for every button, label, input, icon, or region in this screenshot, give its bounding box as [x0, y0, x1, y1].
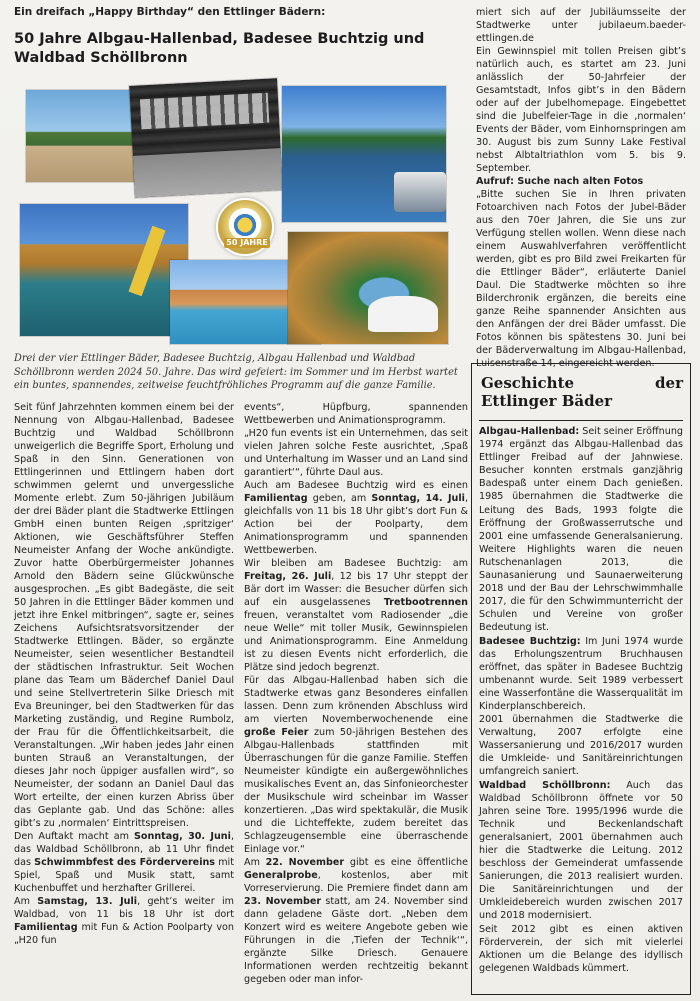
- photo-hallenbad-bw: [129, 78, 283, 198]
- history-entry: Badesee Buchtzig: Im Juni 1974 wurde das Erholungszentrum Bruchhausen eröffnet, das später in Badesee Buchtzig umbenannt wurde. Seit 1989 verbessert eine Wasserfontäne die Wasserqualität im Kinderplanschbereich.: [479, 635, 683, 712]
- badge-label: 50 JAHRE: [224, 238, 270, 248]
- photo-caption: Drei der vier Ettlinger Bäder, Badesee Buchtzig, Albgau Hallenbad und Waldbad Schöllbronn werden 2024 50. Jahre. Das wird gefeiert: im Sommer und im Herbst wartet ein buntes, spannendes, zeitweise feuchtfröhliches Programm auf die ganze Familie.: [14, 353, 458, 391]
- article-kicker: Ein dreifach „Happy Birthday“ den Ettlinger Bädern:: [14, 6, 326, 18]
- photo-aerial-waldbad: [288, 232, 448, 344]
- paragraph: „Bitte suchen Sie in Ihren privaten Fotoarchiven nach Fotos der Jubel-Bäder aus den 70er Jahren, die Sie uns zur Verfügung stellen wollen. Wenn diese nach einem Auswahlverfahren veröffentlicht werden, gibt es pro Bild zwei Freikarten für die Ettlinger Bäder“, erläuterte Daniel Daul. Die Stadtwerke möchten so ihre Bilderchronik ergänzen, die bereits eine ganze Reihe spannender Ansichten aus den Anfängen der drei Bäder umfasst. Die Fotos können bis spätestens 30. Juni bei der Bäderverwaltung im Albgau-Hallenbad, Luisenstraße 14, eingereicht werden.: [476, 189, 686, 369]
- history-box-title: Geschichte der Ettlinger Bäder: [481, 374, 683, 410]
- anniversary-badge-icon: [216, 198, 274, 256]
- divider: [479, 420, 683, 421]
- history-entry: Seit 2012 gibt es einen aktiven Förderverein, der sich mit vielerlei Aktionen um die Belange des idyllisch gelegenen Waldbads kümmert.: [479, 923, 683, 974]
- article-column-3: [476, 6, 686, 370]
- paragraph: Für das Albgau-Hallenbad haben sich die Stadtwerke etwas ganz Besonderes einfallen lassen. Denn zum krönenden Abschluss wird am vierten Novemberwochenende eine große Feier zum 50-jährigen Bestehen des Albgau-Hallenbads stattfinden mit Überraschungen für die ganze Familie. Steffen Neumeister kündigte ein außergewöhnliches musikalisches Event an, das Sinfonieorchester der Musikschule wird scheinbar im Wasser konzertieren. „Das wird spektakulär, die Musik und die Lichteffekte, zudem bereitet das Schlagzeugensemble eine überraschende Einlage vor.“: [244, 675, 468, 855]
- history-entry: 2001 übernahmen die Stadtwerke die Verwaltung, 2007 erfolgte eine Wassersanierung und 2016/2017 wurden die Umkleide- und Sanitäreinrichtungen umfangreich saniert.: [479, 714, 683, 778]
- photo-collage: [20, 82, 450, 344]
- paragraph: Den Auftakt macht am Sonntag, 30. Juni, das Waldbad Schöllbronn, ab 11 Uhr findet das Schwimmbfest des Fördervereins mit Spiel, Spaß und Musik statt, samt Kuchenbuffet und herzhafter Grillerei.: [14, 831, 234, 894]
- photo-badesee-lake: [282, 86, 446, 222]
- paragraph: Am 22. November gibt es eine öffentliche Generalprobe, kostenlos, aber mit Vorreservierung. Die Premiere findet dann am 23. November statt, am 24. November sind dann geladene Gäste dort. „Neben dem Konzert wird es weitere Angebote geben wie Führungen in die ‚Tiefen der Technik‘“, ergänzte Silke Driesch. Genauere Informationen werden rechtzeitig bekannt gegeben oder man infor-: [244, 857, 468, 985]
- photo-waldbad-historic: [26, 90, 144, 182]
- paragraph: Auch am Badesee Buchtzig wird es einen Familientag geben, am Sonntag, 14. Juli, gleichfalls von 11 bis 18 Uhr gibt’s dort Fun & Action bei der Poolparty, dem Animationsprogramm und spannenden Wettbewerben.: [244, 480, 468, 556]
- photo-indoor-pool: [20, 204, 188, 336]
- paragraph: events“, Hüpfburg, spannenden Wettbewerben und Animationsprogramm.: [244, 402, 468, 426]
- article-column-1: [14, 401, 234, 947]
- paragraph: „H20 fun events ist ein Unternehmen, das seit vielen Jahren solche Feste ausrichtet, ‚Spaß und Unterhaltung im Wasser und an Land sind garantiert‘“, führte Daul aus.: [244, 428, 468, 478]
- article-column-2: [244, 401, 468, 986]
- paragraph: Wir bleiben am Badesee Buchtzig: am Freitag, 26. Juli, 12 bis 17 Uhr steppt der Bär dort im Wasser: die Besucher dürfen sich auf ein ausgelassenes Tretbootrennen freuen, veranstaltet vom Radiosender „die neue Welle“ mit toller Musik, Gewinnspielen und Animationsprogramm. Eine Anmeldung ist zu diesen Events nicht erforderlich, die Plätze sind jedoch begrenzt.: [244, 558, 468, 673]
- history-box: [471, 363, 691, 995]
- paragraph: Am Samstag, 13. Juli, geht’s weiter im Waldbad, von 11 bis 18 Uhr ist dort Familientag mit Fun & Action Poolparty von „H20 fun: [14, 896, 234, 946]
- article-headline: 50 Jahre Albgau-Hallenbad, Badesee Buchtzig und Waldbad Schöllbronn: [14, 31, 425, 66]
- history-entry: Albgau-Hallenbad: Seit seiner Eröffnung 1974 ergänzt das Albgau-Hallenbad das Ettlinger Freibad auf der Jahnwiese. Besucher konnten erstmals ganzjährig Badespaß unter einem Dach genießen. 1985 übernahmen die Stadtwerke die Leitung des Bads, 1993 folgte die Eröffnung der Großwasserrutsche und 2001 eine umfassende Generalsanierung. Weitere Highlights waren die neuen Rutschenanlagen 2013, die Saunasanierung und Saunaerweiterung 2018 und der Bau der Lehrschwimmhalle 2017, die für den Schwimmunterricht der Schulen und Vereine von großer Bedeutung ist.: [479, 426, 683, 634]
- paragraph: Seit fünf Jahrzehnten kommen einem bei der Nennung von Albgau-Hallenbad, Badesee Buchtzig und Waldbad Schöllbronn unweigerlich die Begriffe Sport, Erholung und Spaß in den Sinn. Generationen von Ettlingerinnen und Ettlingern haben dort schwimmen gelernt und unvergessliche Momente erlebt. Zum 50-jährigen Jubiläum der drei Bäder plant die Stadtwerke Ettlingen GmbH einen bunten Reigen ‚spritziger‘ Aktionen, wie Geschäftsführer Steffen Neumeister Anfang der Woche ankündigte. Zuvor hatte Oberbürgermeister Johannes Arnold den Bädern seine Glückwünsche ausgesprochen. „Es gibt Badegäste, die seit 50 Jahren in die Ettlinger Bäder kommen und jetzt ihre Enkel mitbringen“, sagte er, seines Zeichens Aufsichtsratsvorsitzender der Stadtwerke Ettlingen. Bäder, so ergänzte Neumeister, seien wesentlicher Bestandteil der städtischen Infrastruktur. Seit Wochen plane das Team um Bäderchef Daniel Daul und seine Stellvertreterin Silke Driesch mit Eva Breuninger, bei den Stadtwerken für das Marketing zuständig, und Regine Rumbolz, der Frau für die Öffentlichkeitsarbeit, die Veranstaltungen. „Wir haben jedes Jahr einen bunten Strauß an Veranstaltungen, der dieses Jahr noch üppiger ausfallen wird“, so Neumeister, der sodann an Daniel Daul das Wort erteilte, der einen kurzen Abriss über das Geplante gab. Und das Schöne: alles gibt’s zu ‚normalen‘ Eintrittspreisen.: [14, 402, 234, 829]
- paragraph: Ein Gewinnspiel mit tollen Preisen gibt’s natürlich auch, es startet am 23. Juni anlässlich der 50-Jahrfeier der Gesamtstadt, Infos gibt’s in den Bädern oder auf der Jubelhomepage. Eingebettet sind die Jubelfeier-Tage in die ‚normalen‘ Events der Bäder, vom Einhornspringen am 30. August bis zum Sunny Lake Festival nebst Albtaltriathlon vom 5. bis 9. September.: [476, 46, 686, 174]
- paragraph: miert sich auf der Jubiläumsseite der Stadtwerke unter jubilaeum.baeder-ettlingen.de: [476, 7, 686, 44]
- section-subhead: Aufruf: Suche nach alten Fotos: [476, 176, 644, 187]
- history-entry: Waldbad Schöllbronn: Auch das Waldbad Schöllbronn öffnete vor 50 Jahren seine Tore. 1995/1996 wurde die Technik und Beckenlandschaft generalsaniert, 2001 übernahmen auch hier die Stadtwerke die Leitung. 2012 beschloss der Gemeinderat umfassende Sanierungen, die 2013 realisiert wurden. Die Sanitäreinrichtungen und der Umkleidebereich wurden zwischen 2017 und 2018 modernisiert.: [479, 779, 683, 922]
